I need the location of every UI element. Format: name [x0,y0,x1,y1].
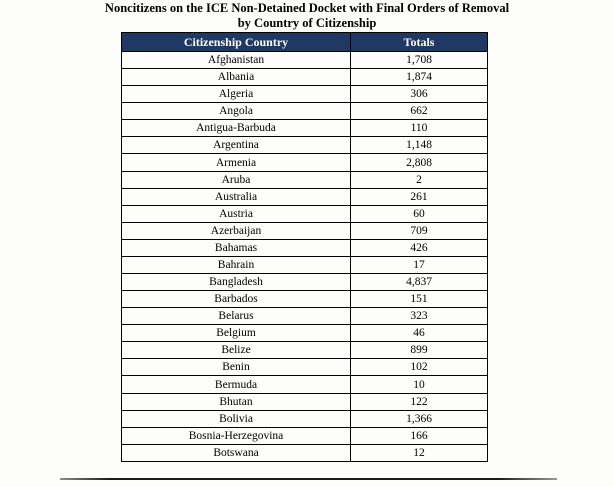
table-row [122,291,488,308]
footnote-separator-line [60,478,557,480]
country-cell: Armenia [122,154,351,171]
country-cell: Belarus [122,308,351,325]
table-row [122,359,488,376]
country-cell: Antigua-Barbuda [122,120,351,137]
total-cell: 709 [351,222,488,239]
table-row [122,52,488,69]
country-cell: Barbados [122,291,351,308]
table-row [122,239,488,256]
total-cell: 122 [351,393,488,410]
table-row [122,342,488,359]
table-row [122,427,488,444]
table-row [122,137,488,154]
country-cell: Austria [122,205,351,222]
total-cell: 323 [351,308,488,325]
table-header-row [122,33,488,52]
total-cell: 1,366 [351,410,488,427]
table-row [122,256,488,273]
country-cell: Bahamas [122,239,351,256]
country-cell: Benin [122,359,351,376]
table-row [122,325,488,342]
table-row [122,376,488,393]
total-cell: 1,874 [351,69,488,86]
table-row [122,444,488,461]
total-cell: 46 [351,325,488,342]
title-line-2: by Country of Citizenship [237,16,377,30]
total-cell: 1,708 [351,52,488,69]
table-body [122,52,488,462]
total-cell: 306 [351,86,488,103]
table-row [122,205,488,222]
total-cell: 4,837 [351,274,488,291]
document-title [0,1,614,31]
country-cell: Belize [122,342,351,359]
table-row [122,188,488,205]
country-cell: Bermuda [122,376,351,393]
total-cell: 899 [351,342,488,359]
country-cell: Angola [122,103,351,120]
table-row [122,103,488,120]
column-header-totals: Totals [351,33,488,52]
country-cell: Bosnia-Herzegovina [122,427,351,444]
table-row [122,274,488,291]
table-row [122,154,488,171]
country-cell: Australia [122,188,351,205]
column-header-citizenship-country: Citizenship Country [122,33,351,52]
table-row [122,120,488,137]
country-cell: Azerbaijan [122,222,351,239]
total-cell: 151 [351,291,488,308]
total-cell: 12 [351,444,488,461]
table-row [122,393,488,410]
country-cell: Algeria [122,86,351,103]
total-cell: 2,808 [351,154,488,171]
country-cell: Albania [122,69,351,86]
country-cell: Botswana [122,444,351,461]
total-cell: 110 [351,120,488,137]
table-row [122,171,488,188]
table-row [122,222,488,239]
total-cell: 426 [351,239,488,256]
country-cell: Belgium [122,325,351,342]
table-row [122,86,488,103]
country-cell: Bahrain [122,256,351,273]
table-row [122,410,488,427]
total-cell: 10 [351,376,488,393]
total-cell: 102 [351,359,488,376]
country-cell: Afghanistan [122,52,351,69]
total-cell: 166 [351,427,488,444]
total-cell: 17 [351,256,488,273]
total-cell: 662 [351,103,488,120]
country-cell: Bangladesh [122,274,351,291]
country-cell: Aruba [122,171,351,188]
table-row [122,69,488,86]
country-cell: Bolivia [122,410,351,427]
total-cell: 60 [351,205,488,222]
total-cell: 1,148 [351,137,488,154]
title-line-1: Noncitizens on the ICE Non-Detained Docket with Final Orders of Removal [104,1,510,15]
country-cell: Bhutan [122,393,351,410]
citizenship-country-table [121,32,488,462]
total-cell: 2 [351,171,488,188]
table-row [122,308,488,325]
country-cell: Argentina [122,137,351,154]
total-cell: 261 [351,188,488,205]
